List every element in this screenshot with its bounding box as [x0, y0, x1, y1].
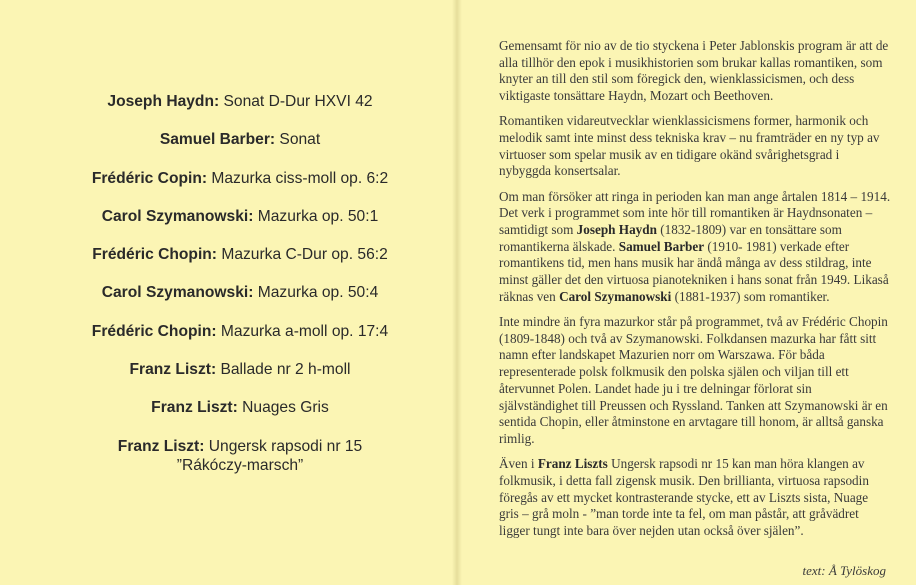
composer-name: Frédéric Chopin:: [91, 322, 217, 340]
notes-paragraph: [499, 189, 891, 306]
program-item: [40, 398, 440, 436]
composer-name: Frédéric Copin:: [91, 169, 208, 187]
composer-name: Franz Liszt:: [151, 399, 238, 417]
page-fold: [452, 0, 462, 585]
work-title: Sonat D-Dur HXVI 42: [223, 93, 373, 110]
composer-name: Samuel Barber:: [159, 131, 276, 149]
composer-name: Carol Szymanowski:: [101, 284, 254, 302]
program-item: [40, 437, 440, 475]
program-item: [40, 283, 440, 321]
highlighted-name: Samuel Barber: [618, 238, 705, 254]
work-title: Ballade nr 2 h-moll: [220, 361, 351, 379]
work-title: Sonat: [279, 131, 321, 149]
paragraph-text: (1910- 1981) verkade efter romantikens tid, men hans musik har ändå många av dess stildrag, inte minst gäller det den virtuosa pianotekniken i hans sonat från 1949. Likaså räknas ven: [499, 238, 889, 304]
composer-name: Franz Liszt:: [129, 361, 217, 379]
paragraph-text: Ungersk rapsodi nr 15 kan man höra klangen av folkmusik, i detta fall zigensk musik. Den brillianta, virtuosa rapsodin föregås av ett mycket kontrasterande stycke, ett av Liszts sista, Nuage gris – grå moln - ”man torde inte ta fel, om man påstår, att gråvädret ligger tungt inte bara över nejden utan också över själen”.: [499, 456, 869, 538]
highlighted-name: Franz Liszts: [537, 456, 608, 472]
program-item: [40, 169, 440, 207]
highlighted-name: Joseph Haydn: [576, 222, 657, 238]
work-title: Ungersk rapsodi nr 15: [208, 437, 363, 455]
paragraph-text: Även i: [499, 456, 538, 472]
composer-name: Frédéric Chopin:: [92, 246, 217, 264]
work-title: Mazurka ciss-moll op. 6:2: [211, 169, 389, 187]
program-item: [40, 360, 440, 398]
work-subtitle: ”Rákóczy-marsch”: [176, 456, 304, 474]
notes-paragraph: [499, 113, 891, 180]
concert-program-list: [40, 92, 440, 475]
work-title: Mazurka a-moll op. 17:4: [220, 322, 389, 340]
work-title: Nuages Gris: [242, 399, 329, 417]
composer-name: Carol Szymanowski:: [101, 207, 254, 225]
program-item: [40, 130, 440, 168]
paragraph-text: Om man försöker att ringa in perioden kan man ange årtalen 1814 – 1914. Det verk i programmet som inte hör till romantiken är Haydnsonaten – samtidigt som: [499, 188, 891, 238]
composer-name: Joseph Haydn:: [107, 93, 220, 110]
highlighted-name: Carol Szymanowski: [559, 288, 672, 304]
paragraph-text: (1832-1809) var en tonsättare som romantikerna älskade.: [499, 222, 842, 254]
paragraph-text: Romantiken vidareutvecklar wienklassicismens former, harmonik och melodik samt inte minst dess tekniska krav – nu framträder en ny typ av virtuoser som spelar musik av en tidigare okänd svårighetsgrad i nybyggda konsertsalar.: [499, 113, 880, 179]
paragraph-text: Gemensamt för nio av de tio styckena i Peter Jablonskis program är att de alla tillhör den epok i musikhistorien som brukar kallas romantiken, som knyter an till den stil som föregick den, wienklassicismen, och dess viktigaste tonsättare Haydn, Mozart och Beethoven.: [499, 38, 889, 104]
program-item: [40, 92, 440, 130]
work-title: Mazurka op. 50:1: [257, 207, 379, 225]
paragraph-text: (1881-1937) som romantiker.: [671, 288, 830, 304]
work-title: Mazurka op. 50:4: [257, 284, 379, 302]
program-item: [40, 322, 440, 360]
program-item: [40, 245, 440, 283]
text-credit: text: Å Tylöskog: [802, 563, 886, 578]
program-notes: [499, 38, 891, 548]
notes-paragraph: [499, 314, 891, 448]
paragraph-text: Inte mindre än fyra mazurkor står på programmet, två av Frédéric Chopin (1809-1848) och två av Szymanowski. Folkdansen mazurka har fått sitt namn efter landskapet Mazurien norr om Warszawa. För båda representerade polsk folkmusik den polska själen och viljan till ett återvunnet Polen. Landet hade ju i tre delningar förlorat sin självständighet till Preussen och Ryssland. Tanken att Szymanowski är en sentida Chopin, eller åtminstone en arvtagare till honom, är alltså ganska rimlig.: [499, 314, 888, 446]
composer-name: Franz Liszt:: [117, 437, 205, 455]
notes-paragraph: [499, 38, 891, 105]
work-title: Mazurka C-Dur op. 56:2: [221, 246, 388, 264]
notes-paragraph: [499, 456, 891, 540]
program-item: [40, 207, 440, 245]
